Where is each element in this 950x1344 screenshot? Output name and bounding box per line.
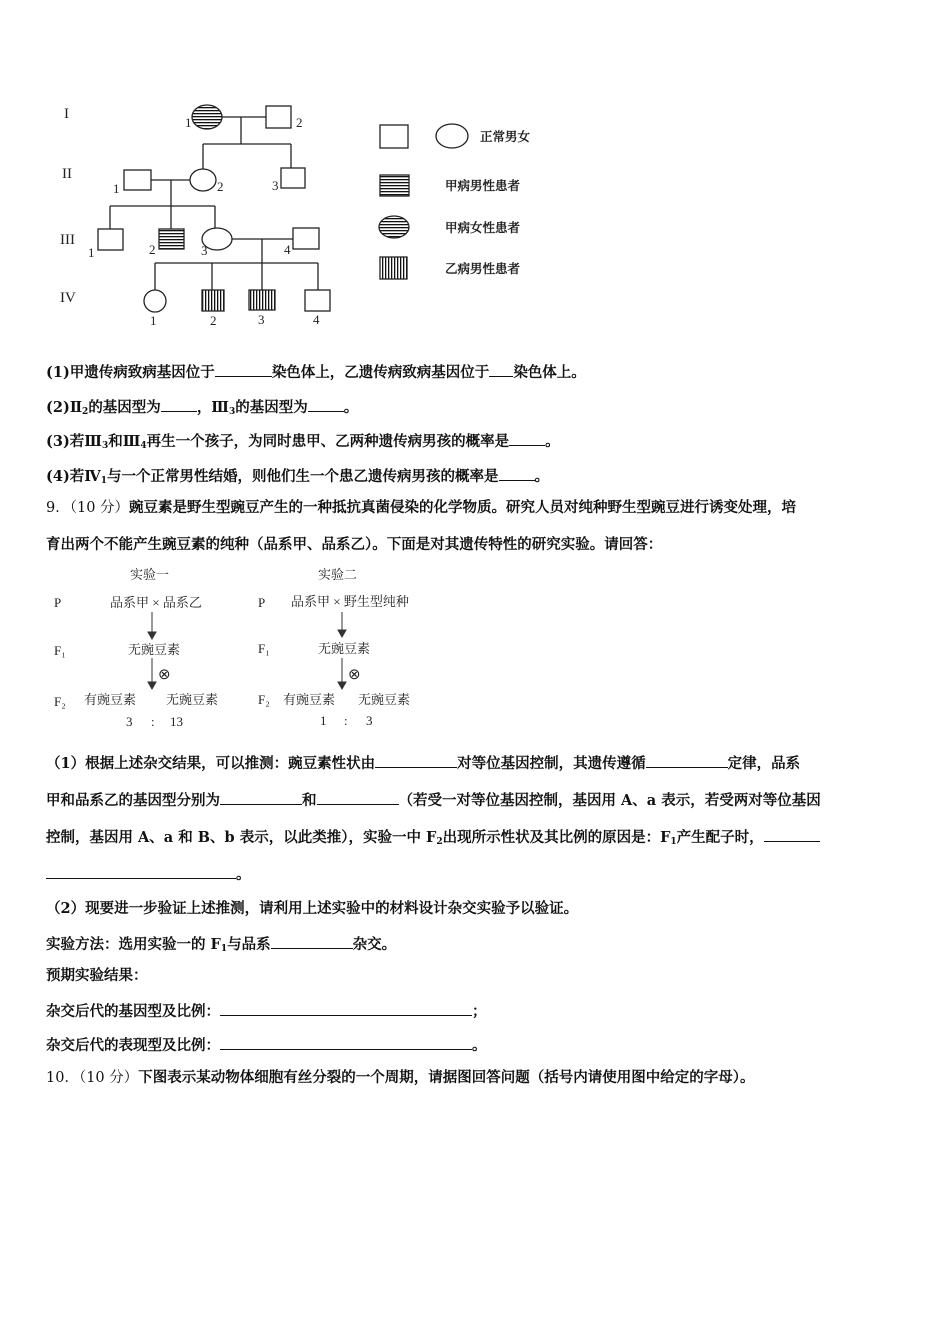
label-I2: 2: [296, 115, 303, 130]
gen-label-IV: IV: [60, 290, 76, 306]
exp2-f2-label: F₂: [258, 692, 270, 707]
pedigree-I1-affected-a-female: [192, 105, 222, 129]
legend-a-female-symbol: [379, 216, 409, 238]
exp2-f2-right: 无豌豆素: [358, 692, 411, 707]
exp2-cross: 品系甲 × 野生型纯种: [291, 594, 409, 609]
q9-part2-line4: 杂交后代的基因型及比例： ；: [46, 1000, 906, 1022]
label-III4: 4: [284, 242, 291, 257]
label-III3: 3: [201, 243, 208, 258]
gen-label-III: III: [60, 232, 75, 248]
legend-normal-label: 正常男女: [480, 130, 531, 144]
exp1-ratio-b: 13: [170, 714, 183, 729]
q9-part1-line1: （1）根据上述杂交结果，可以推测：豌豆素性状由 对等位基因控制，其遗传遵循 定律，品系: [46, 752, 906, 774]
pedigree-II2-normal-female: [190, 169, 216, 191]
q8-part1: (1)甲遗传病致病基因位于 染色体上，乙遗传病致病基因位于 染色体上。: [46, 361, 906, 383]
answer-blank[interactable]: [489, 361, 513, 377]
exp2-f1-result: 无豌豆素: [318, 641, 371, 656]
gen-label-I: I: [64, 106, 69, 122]
answer-blank[interactable]: [375, 752, 457, 768]
q10-stem: 10．（10 分）下图表示某动物体细胞有丝分裂的一个周期，请据图回答问题（括号内请使用图中给定的字母）。: [46, 1069, 755, 1086]
answer-blank[interactable]: [271, 933, 353, 949]
pedigree-IV1-normal-female: [144, 290, 166, 312]
exp1-cross: 品系甲 × 品系乙: [110, 595, 202, 610]
answer-blank[interactable]: [646, 752, 728, 768]
answer-blank[interactable]: [46, 863, 236, 879]
label-I1: 1: [185, 115, 192, 130]
legend-a-female-label: 甲病女性患者: [445, 221, 521, 235]
q9-stem-line1: 9．（10 分）豌豆素是野生型豌豆产生的一种抵抗真菌侵染的化学物质。研究人员对纯种野生型豌豆进行诱变处理，培: [46, 499, 797, 516]
label-IV4: 4: [313, 312, 320, 327]
exp1-ratio-a: 3: [126, 714, 133, 729]
experiment-diagram: [48, 566, 448, 731]
pedigree-II1-normal-male: [124, 170, 151, 190]
label-IV3: 3: [258, 312, 265, 327]
answer-blank[interactable]: [764, 826, 820, 842]
exp2-self-cross: ⊗: [348, 667, 361, 683]
q9-stem-line2: 育出两个不能产生豌豆素的纯种（品系甲、品系乙）。下面是对其遗传特性的研究实验。请回答：: [46, 536, 663, 553]
answer-blank[interactable]: [220, 1000, 472, 1016]
exp1-f1-result: 无豌豆素: [128, 642, 181, 657]
answer-blank[interactable]: [220, 1034, 472, 1050]
legend-normal-male-symbol: [380, 125, 408, 148]
exp2-ratio-b: 3: [366, 713, 373, 728]
exp2-f2-left: 有豌豆素: [283, 692, 336, 707]
exp1-f1-label: F₁: [54, 643, 66, 658]
exp1-f2-label: F₂: [54, 694, 66, 709]
exp2-f1-label: F₁: [258, 641, 270, 656]
exp1-f2-left: 有豌豆素: [84, 692, 137, 707]
pedigree-IV4-normal-male: [305, 290, 330, 311]
answer-blank[interactable]: [509, 430, 545, 446]
q9-part2-line3: 预期实验结果：: [46, 967, 148, 984]
gen-label-II: II: [62, 166, 72, 182]
label-II3: 3: [272, 178, 279, 193]
q8-part3: (3)若$Ⅲ_3$和$Ⅲ_4$再生一个孩子，为同时患甲、乙两种遗传病男孩的概率是 。: [46, 430, 906, 456]
exp2-ratio-a: 1: [320, 713, 327, 728]
legend-a-male-label: 甲病男性患者: [445, 179, 521, 193]
pedigree-III1-normal-male: [98, 229, 123, 250]
answer-blank[interactable]: [317, 789, 399, 805]
exp2-p-label: P: [258, 595, 266, 610]
exp1-f2-right: 无豌豆素: [166, 692, 219, 707]
label-IV2: 2: [210, 313, 217, 328]
exp1-self-cross: ⊗: [158, 667, 171, 683]
q8-part4: (4)若$Ⅳ_1$与一个正常男性结婚，则他们生一个患乙遗传病男孩的概率是 。: [46, 465, 906, 491]
pedigree-II3-normal-male: [281, 168, 305, 188]
answer-blank[interactable]: [161, 396, 197, 412]
q9-part1-line2: 甲和品系乙的基因型分别为 和 （若受一对等位基因控制，基因用 A、a 表示，若受两对等位基因: [46, 789, 906, 811]
answer-blank[interactable]: [215, 361, 272, 377]
pedigree-III2-affected-a-male: [159, 229, 184, 249]
label-IV1: 1: [150, 313, 157, 328]
q9-part2-line1: （2）现要进一步验证上述推测，请利用上述实验中的材料设计杂交实验予以验证。: [46, 900, 579, 917]
exp1-title: 实验一: [130, 567, 170, 582]
label-III2: 2: [149, 242, 156, 257]
pedigree-I2-normal-male: [266, 106, 291, 128]
label-II2: 2: [217, 179, 224, 194]
exp2-ratio-colon: :: [344, 713, 348, 728]
answer-blank[interactable]: [499, 465, 535, 481]
label-II1: 1: [113, 181, 120, 196]
q9-part2-line5: 杂交后代的表现型及比例： 。: [46, 1034, 906, 1056]
pedigree-IV3-affected-b-male: [249, 290, 275, 310]
q9-part1-line4: 。: [46, 863, 906, 885]
pedigree-figure: [40, 92, 565, 332]
q9-part2-line2: 实验方法：选用实验一的 $F_1$与品系 杂交。: [46, 933, 906, 959]
answer-blank[interactable]: [308, 396, 344, 412]
q8-part2: $(2)Ⅱ_2$的基因型为 ，$Ⅲ_3$的基因型为 。: [46, 396, 906, 422]
legend-b-male-symbol: [380, 257, 407, 279]
exp2-title: 实验二: [318, 567, 358, 582]
pedigree-IV2-affected-b-male: [202, 290, 224, 311]
label-III1: 1: [88, 245, 95, 260]
exp1-p-label: P: [54, 595, 62, 610]
q9-part1-line3: 控制，基因用 A、a 和 B、b 表示，以此类推），实验一中 $F_2$出现所示性状及其比例的原因是：$F_1$产生配子时，: [46, 826, 906, 852]
legend-normal-female-symbol: [436, 124, 468, 148]
legend-b-male-label: 乙病男性患者: [445, 262, 521, 276]
exp1-ratio-colon: :: [151, 714, 155, 729]
answer-blank[interactable]: [220, 789, 302, 805]
legend-a-male-symbol: [380, 175, 409, 196]
pedigree-III4-normal-male: [293, 228, 319, 249]
